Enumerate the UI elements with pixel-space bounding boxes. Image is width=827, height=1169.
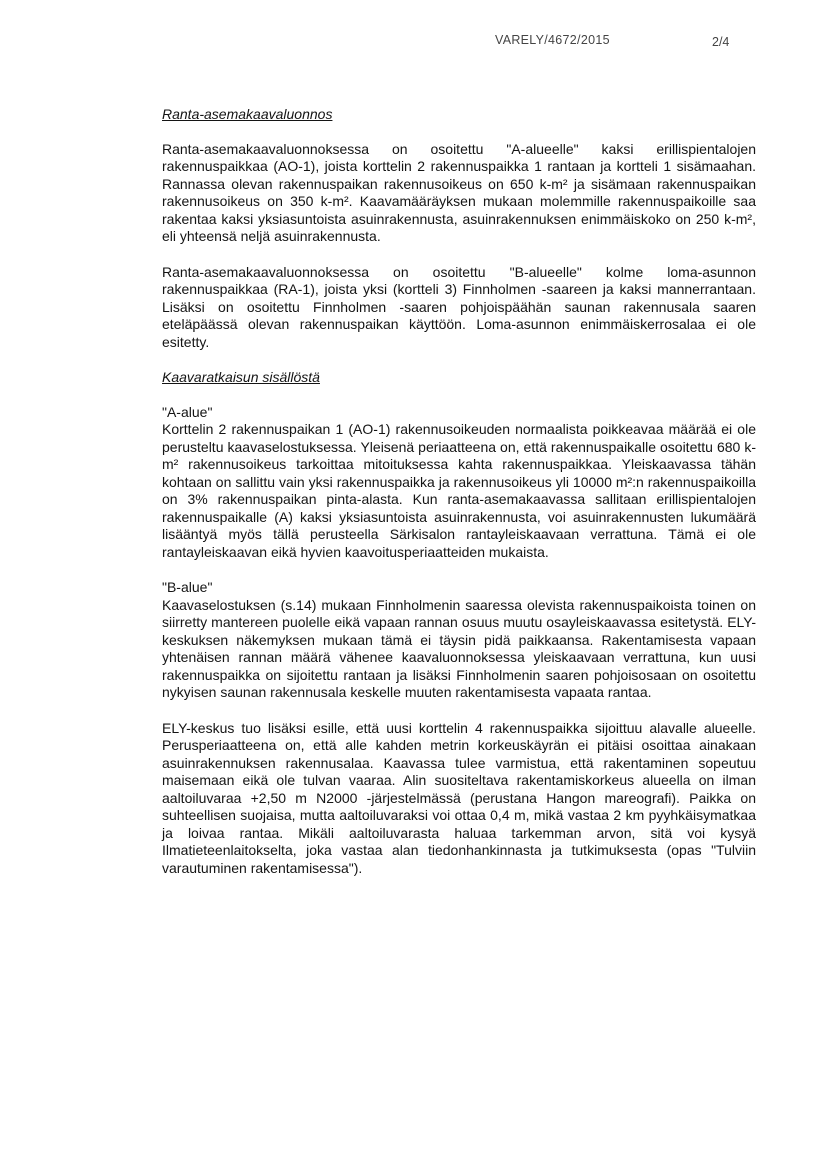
- paragraph-a-alue-analysis: Korttelin 2 rakennuspaikan 1 (AO-1) rakennusoikeuden normaalista poikkeavaa määrää ei ole perusteltu kaavaselostuksessa. Yleisenä periaatteena on, että rakennuspaikalle osoitettu 680 k-m² rakennusoikeus tarkoittaa mitoituksessa kahta rakennuspaikkaa. Yleiskaavassa tähän kohtaan on sallittu vain yksi rakennuspaikka ja rakennusoikeus yli 10000 m²:n rakennuspaikoilla on 3% rakennuspaikan pinta-alasta. Kun ranta-asemakaavassa sallitaan erillispientalojen rakennuspaikalle (A) kaksi yksiasuntoista asuinrakennusta, voi asuinrakennusten lukumäärä lisääntyä myös tällä perusteella Särkisalon rantayleiskaavaan verrattuna. Tämä ei ole rantayleiskaavan eikä hyvien kaavoitusperiaatteiden mukaista.: [162, 421, 756, 560]
- paragraph-b-alue-analysis: Kaavaselostuksen (s.14) mukaan Finnholmenin saaressa olevista rakennuspaikoista toinen on siirretty mantereen puolelle eikä vapaan rannan osuus muutu osayleiskaavassa esitetystä. ELY-keskuksen näkemyksen mukaan tämä ei täysin pidä paikkaansa. Rakentamisesta vapaan yhtenäisen rannan määrä vähenee kaavaluonnoksessa yleiskaavaan verrattuna, kun uusi rakennuspaikka on sijoitettu rantaan ja lisäksi Finnholmenin saaren pohjoisosaan on osoitettu nykyisen saunan rakennusala keskelle muuten rakentamisesta vapaata rantaa.: [162, 596, 756, 700]
- document-body: [162, 106, 756, 895]
- page-number: 2/4: [712, 35, 730, 49]
- paragraph-flood-risk: ELY-keskus tuo lisäksi esille, että uusi korttelin 4 rakennuspaikka sijoittuu alavalle alueelle. Perusperiaatteena on, että alle kahden metrin korkeuskäyrän ei pitäisi osoittaa ainakaan asuinrakennuksen rakennusalaa. Kaavassa tulee varmistua, että rakentaminen sopeutuu maisemaan eikä ole tulvan vaaraa. Alin suositeltava rakentamiskorkeus alueella on ilman aaltoiluvaraa +2,50 m N2000 -järjestelmässä (perustana Hangon mareografi). Paikka on suhteellisen suojaisa, mutta aaltoiluvaraksi voi ottaa 0,4 m, mikä vastaa 2 km pyyhkäisymatkaa ja loivaa rantaa. Mikäli aaltoiluvarasta haluaa tarkemman arvon, sitä voi kysyä Ilmatieteenlaitokselta, joka vastaa alan tiedonhankinnasta ja tutkimuksesta (opas "Tulviin varautuminen rakentamisessa").: [162, 719, 756, 876]
- section-heading-ranta-asemakaavaluonnos: Ranta-asemakaavaluonnos: [162, 106, 333, 122]
- paragraph-b-alue-summary: Ranta-asemakaavaluonnoksessa on osoitettu "B-alueelle" kolme loma-asunnon rakennuspaikkaa (RA-1), joista yksi (kortteli 3) Finnholmen -saareen ja kaksi mannerrantaan. Lisäksi on osoitettu Finnholmen -saaren pohjoispäähän saunan rakennusala saaren eteläpäässä olevan rakennuspaikan käyttöön. Loma-asunnon enimmäiskerrosalaa ei ole esitetty.: [162, 263, 756, 350]
- paragraph-a-alue-summary: Ranta-asemakaavaluonnoksessa on osoitettu "A-alueelle" kaksi erillispientalojen rakennuspaikkaa (AO-1), joista korttelin 2 rakennuspaikka 1 rantaan ja kortteli 1 sisämaahan. Rannassa olevan rakennuspaikan rakennusoikeus on 650 k-m² ja sisämaan rakennuspaikan rakennusoikeus on 350 k-m². Kaavamääräyksen mukaan molemmille rakennuspaikoille saa rakentaa kaksi yksiasuntoista asuinrakennusta, asuinrakennuksen enimmäiskoko on 250 k-m², eli yhteensä neljä asuinrakennusta.: [162, 140, 756, 244]
- subheading-a-alue: "A-alue": [162, 403, 213, 420]
- document-reference: VARELY/4672/2015: [495, 33, 610, 47]
- subheading-b-alue: "B-alue": [162, 579, 213, 595]
- section-heading-kaavaratkaisun-sisallosta: Kaavaratkaisun sisällöstä: [162, 369, 320, 385]
